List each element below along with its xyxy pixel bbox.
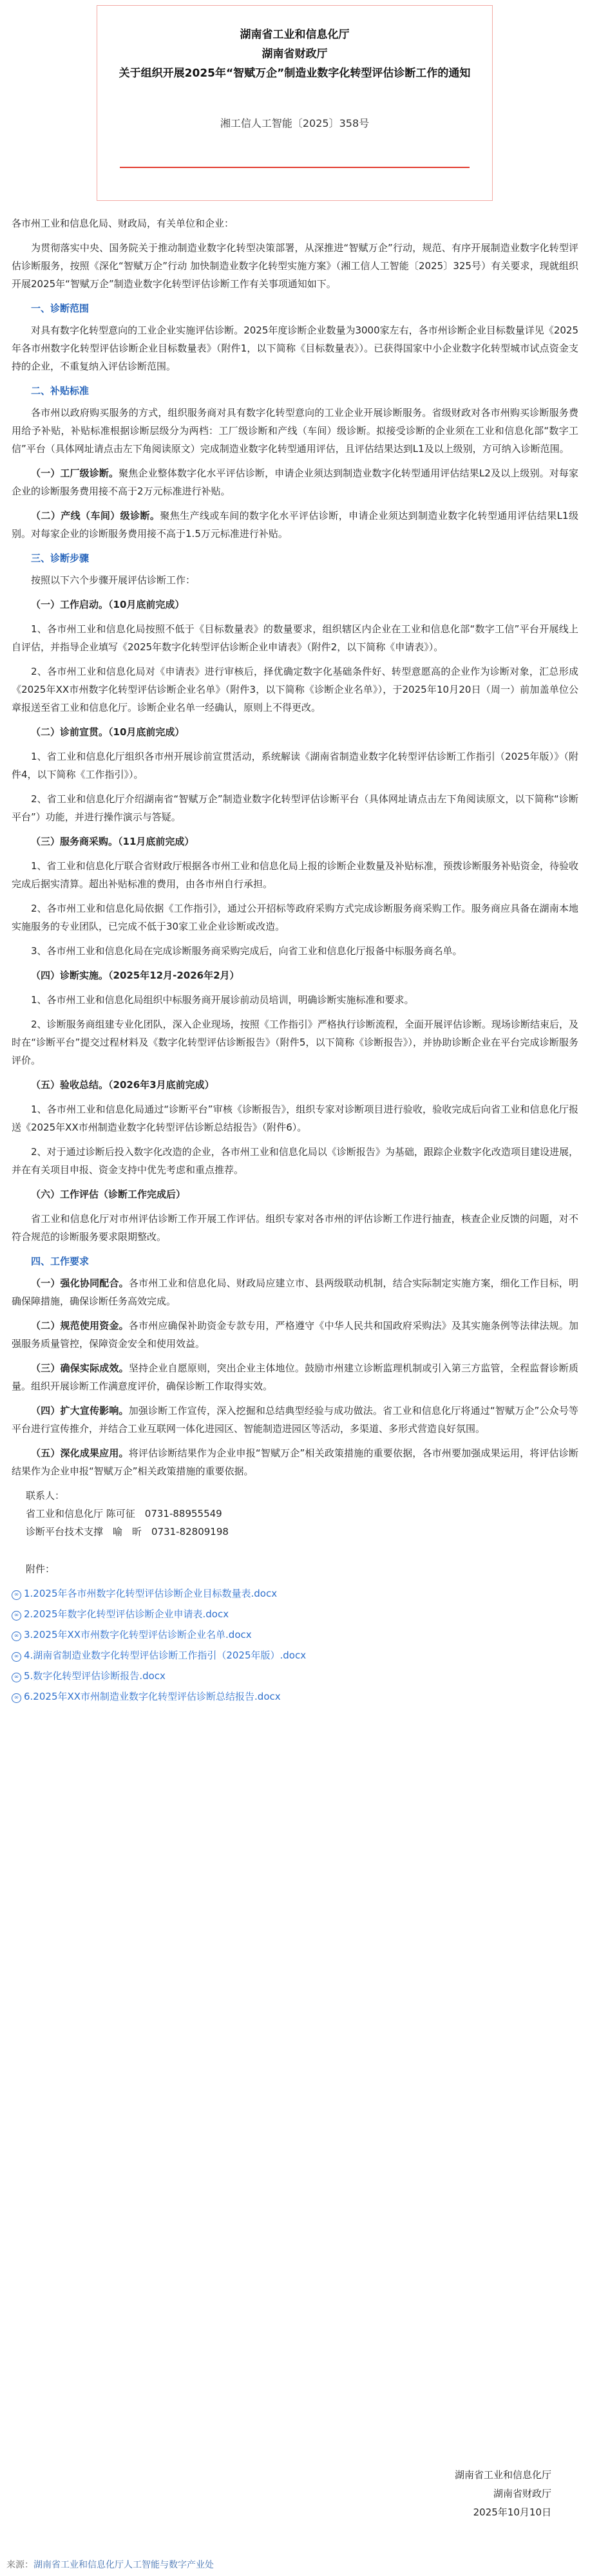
paragraph: 2、对于通过诊断后投入数字化改造的企业，各市州工业和信息化局以《诊断报告》为基础，跟踪企业数字化改造项目建设进展，并在有关项目申报、资金支持中优先考虑和重点推荐。: [12, 1146, 578, 1176]
attachment-link[interactable]: [12, 1688, 578, 1706]
item-text: 坚持企业自愿原则，突出企业主体地位。鼓励市州建立诊断监理机制或引入第三方监管，全程监督诊断质量。组织开展诊断工作满意度评价，确保诊断工作取得实效。: [12, 1362, 578, 1392]
attachment-icon: ∞: [12, 1611, 21, 1621]
paragraph: [12, 1274, 578, 1310]
issuer-name-2: 湖南省财政厅: [262, 48, 328, 61]
paragraph: [12, 464, 578, 500]
attachment-link[interactable]: [12, 1584, 578, 1603]
paragraph: 对具有数字化转型意向的工业企业实施评估诊断。2025年度诊断企业数量为3000家左右，各市州诊断企业目标数量详见《2025年各市州数字化转型评估诊断企业目标数量表》（附件1，以下简称《目标数量表》）。已获得国家中小企业数字化转型城市试点资金支持的企业，不重复纳入评估诊断范围。: [12, 324, 578, 372]
paragraph: 按照以下六个步骤开展评估诊断工作：: [31, 574, 196, 586]
section-heading: 三、诊断步骤: [31, 552, 90, 564]
intro-paragraph: 为贯彻落实中央、国务院关于推动制造业数字化转型决策部署，从深推进“智赋万企”行动，规范、有序开展制造业数字化转型评估诊断服务，按照《深化“智赋万企”行动 加快制造业数字化转型实施方案》（湘工信人工智能〔2025〕325号）有关要求，现就组织开展2025年“智赋万企”制造业数字化转型评估诊断工作有关事项通知如下。: [12, 242, 578, 290]
attachment-filename: 5.数字化转型评估诊断报告.docx: [24, 1670, 166, 1682]
attachment-icon: ∞: [12, 1673, 21, 1682]
contact-row: 省工业和信息化厅 陈可征 0731-88955549: [26, 1508, 222, 1519]
paragraph: 1、省工业和信息化厅联合省财政厅根据各市州工业和信息化局上报的诊断企业数量及补贴标准，预拨诊断服务补贴资金，待验收完成后据实清算。超出补贴标准的费用，由各市州自行承担。: [12, 860, 578, 890]
attachment-link[interactable]: [12, 1605, 578, 1623]
issuer-name-1: 湖南省工业和信息化厅: [240, 28, 350, 41]
paragraph: 2、诊断服务商组建专业化团队，深入企业现场，按照《工作指引》严格执行诊断流程，全面开展评估诊断。现场诊断结束后，及时在“诊断平台”提交过程材料及《数字化转型评估诊断报告》（附件5，以下简称《诊断报告》），并协助诊断企业在平台完成诊断服务评价。: [12, 1019, 578, 1066]
section-heading: 四、工作要求: [31, 1255, 90, 1267]
paragraph: 各市州以政府购买服务的方式，组织服务商对具有数字化转型意向的工业企业开展诊断服务。省级财政对各市州购买诊断服务费用给予补贴，补贴标准根据诊断层级分为两档：工厂级诊断和产线（车间）级诊断。拟接受诊断的企业须在工业和信息化部“数字工信”平台（具体网址请点击左下角阅读原文）完成制造业数字化转型通用评估，且评估结果达到L1及以上级别，方可纳入诊断范围。: [12, 407, 578, 455]
item-text: 加强诊断工作宣传，深入挖掘和总结典型经验与成功做法。省工业和信息化厅将通过“智赋万企”公众号等平台进行宣传推介，并结合工业互联网一体化进园区、智能制造进园区等活动，多渠道、多形式营造良好氛围。: [12, 1405, 578, 1434]
signature-block: [423, 2466, 551, 2522]
paragraph: 2、各市州工业和信息化局依据《工作指引》，通过公开招标等政府采购方式完成诊断服务商采购工作。服务商应具备在湖南本地实施服务的专业团队，已完成不低于30家工业企业诊断或改造。: [12, 903, 578, 932]
attachment-link[interactable]: [12, 1626, 578, 1644]
attachment-filename: 2.2025年数字化转型评估诊断企业申请表.docx: [24, 1608, 229, 1620]
paragraph: [12, 1402, 578, 1438]
attachment-link[interactable]: [12, 1667, 578, 1685]
paragraph: 1、各市州工业和信息化局组织中标服务商开展诊前动员培训，明确诊断实施标准和要求。: [31, 994, 414, 1006]
item-label: （一）强化协同配合。: [31, 1277, 129, 1289]
attachments-label: 附件：: [26, 1563, 55, 1575]
paragraph: 1、各市州工业和信息化局按照不低于《目标数量表》的数量要求，组织辖区内企业在工业和信息化部“数字工信”平台开展线上自评估，并指导企业填写《2025年数字化转型评估诊断企业申请表》（附件2，以下简称《申请表》）。: [12, 623, 578, 653]
paragraph: 1、省工业和信息化厅组织各市州开展诊前宣贯活动，系统解读《湖南省制造业数字化转型评估诊断工作指引（2025年版）》（附件4，以下简称《工作指引》）。: [12, 751, 578, 780]
item-text: 各市州工业和信息化局、财政局应建立市、县两级联动机制，结合实际制定实施方案，细化工作目标，明确保障措施，确保诊断任务高效完成。: [12, 1277, 578, 1307]
paragraph: 2、省工业和信息化厅介绍湖南省“智赋万企”制造业数字化转型评估诊断平台（具体网址请点击左下角阅读原文，以下简称“诊断平台”）功能，并进行操作演示与答疑。: [12, 793, 578, 823]
signature-org-2: 湖南省财政厅: [493, 2488, 551, 2499]
step-heading: （六）工作评估（诊断工作完成后）: [31, 1189, 186, 1200]
step-heading: （四）诊断实施。（2025年12月-2026年2月）: [31, 970, 240, 981]
notice-body: [12, 214, 578, 1708]
paragraph: 2、各市州工业和信息化局对《申请表》进行审核后，择优确定数字化基础条件好、转型意愿高的企业作为诊断对象，汇总形成《2025年XX市州数字化转型评估诊断企业名单》（附件3，以下简称《诊断企业名单》），于2025年10月20日（周一）前加盖单位公章报送至省工业和信息化厅。诊断企业名单一经确认，原则上不得更改。: [12, 666, 578, 713]
source-line: [6, 2558, 214, 2571]
contacts-label: 联系人：: [26, 1490, 65, 1501]
contact-row: 诊断平台技术支撑 喻 昕 0731-82809198: [26, 1526, 229, 1537]
paragraph: [12, 1317, 578, 1353]
attachment-filename: 4.湖南省制造业数字化转型评估诊断工作指引（2025年版）.docx: [24, 1650, 307, 1661]
document-number: 湘工信人工智能〔2025〕358号: [220, 117, 370, 129]
attachment-icon: ∞: [12, 1652, 21, 1662]
attachment-link[interactable]: [12, 1646, 578, 1664]
salutation: 各市州工业和信息化局、财政局，有关单位和企业：: [12, 218, 234, 229]
step-heading: （二）诊前宣贯。（10月底前完成）: [31, 726, 185, 738]
paragraph: 省工业和信息化厅对市州评估诊断工作开展工作评估。组织专家对各市州的评估诊断工作进行抽查，核查企业反馈的问题，对不符合规范的诊断服务要求限期整改。: [12, 1213, 578, 1243]
paragraph: 3、各市州工业和信息化局在完成诊断服务商采购完成后，向省工业和信息化厅报备中标服务商名单。: [31, 945, 462, 957]
item-label: （一）工厂级诊断。: [31, 467, 119, 479]
source-label: 来源：: [6, 2560, 33, 2570]
red-divider: [120, 167, 470, 168]
step-heading: （一）工作启动。（10月底前完成）: [31, 599, 185, 610]
attachment-icon: ∞: [12, 1693, 21, 1703]
item-label: （二）产线（车间）级诊断。: [31, 510, 160, 522]
item-label: （四）扩大宣传影响。: [31, 1405, 129, 1416]
paragraph: [12, 1359, 578, 1395]
item-text: 聚焦企业整体数字化水平评估诊断，申请企业须达到制造业数字化转型通用评估结果L2及以上级别。对每家企业的诊断服务费用接不高于2万元标准进行补贴。: [12, 467, 578, 497]
paragraph: [12, 1444, 578, 1480]
step-heading: （三）服务商采购。（11月底前完成）: [31, 836, 195, 847]
step-heading: （五）验收总结。（2026年3月底前完成）: [31, 1079, 214, 1091]
contacts-block: [12, 1487, 578, 1541]
attachment-icon: ∞: [12, 1590, 21, 1600]
attachment-icon: ∞: [12, 1631, 21, 1641]
attachment-filename: 3.2025年XX市州数字化转型评估诊断企业名单.docx: [24, 1629, 252, 1641]
item-label: （五）深化成果应用。: [31, 1447, 129, 1459]
item-text: 聚焦生产线或车间的数字化水平评估诊断，申请企业须达到制造业数字化转型通用评估结果L1级别。对每家企业的诊断服务费用接不高于1.5万元标准进行补贴。: [12, 510, 578, 540]
paragraph: [12, 507, 578, 543]
document-header: [97, 5, 493, 201]
item-label: （三）确保实际成效。: [31, 1362, 129, 1374]
attachment-filename: 1.2025年各市州数字化转型评估诊断企业目标数量表.docx: [24, 1588, 278, 1599]
section-heading: 二、补贴标准: [31, 385, 90, 397]
signature-org-1: 湖南省工业和信息化厅: [454, 2469, 551, 2481]
item-text: 各市州应确保补助资金专款专用，严格遵守《中华人民共和国政府采购法》及其实施条例等法律法规。加强服务质量管控，保障资金安全和使用效益。: [12, 1320, 578, 1349]
signature-date: 2025年10月10日: [473, 2506, 551, 2518]
notice-title: 关于组织开展2025年“智赋万企”制造业数字化转型评估诊断工作的通知: [119, 67, 471, 80]
section-heading: 一、诊断范围: [31, 303, 90, 314]
source-text[interactable]: 湖南省工业和信息化厅人工智能与数字产业处: [33, 2560, 214, 2570]
attachment-filename: 6.2025年XX市州制造业数字化转型评估诊断总结报告.docx: [24, 1691, 281, 1702]
item-label: （二）规范使用资金。: [31, 1320, 129, 1331]
paragraph: 1、各市州工业和信息化局通过“诊断平台”审核《诊断报告》，组织专家对诊断项目进行验收，验收完成后向省工业和信息化厅报送《2025年XX市州制造业数字化转型评估诊断总结报告》（附件6）。: [12, 1104, 578, 1133]
item-text: 将评估诊断结果作为企业申报“智赋万企”相关政策措施的重要依据，各市州要加强成果运用，将评估诊断结果作为企业申报“智赋万企”相关政策措施的重要依据。: [12, 1447, 578, 1477]
